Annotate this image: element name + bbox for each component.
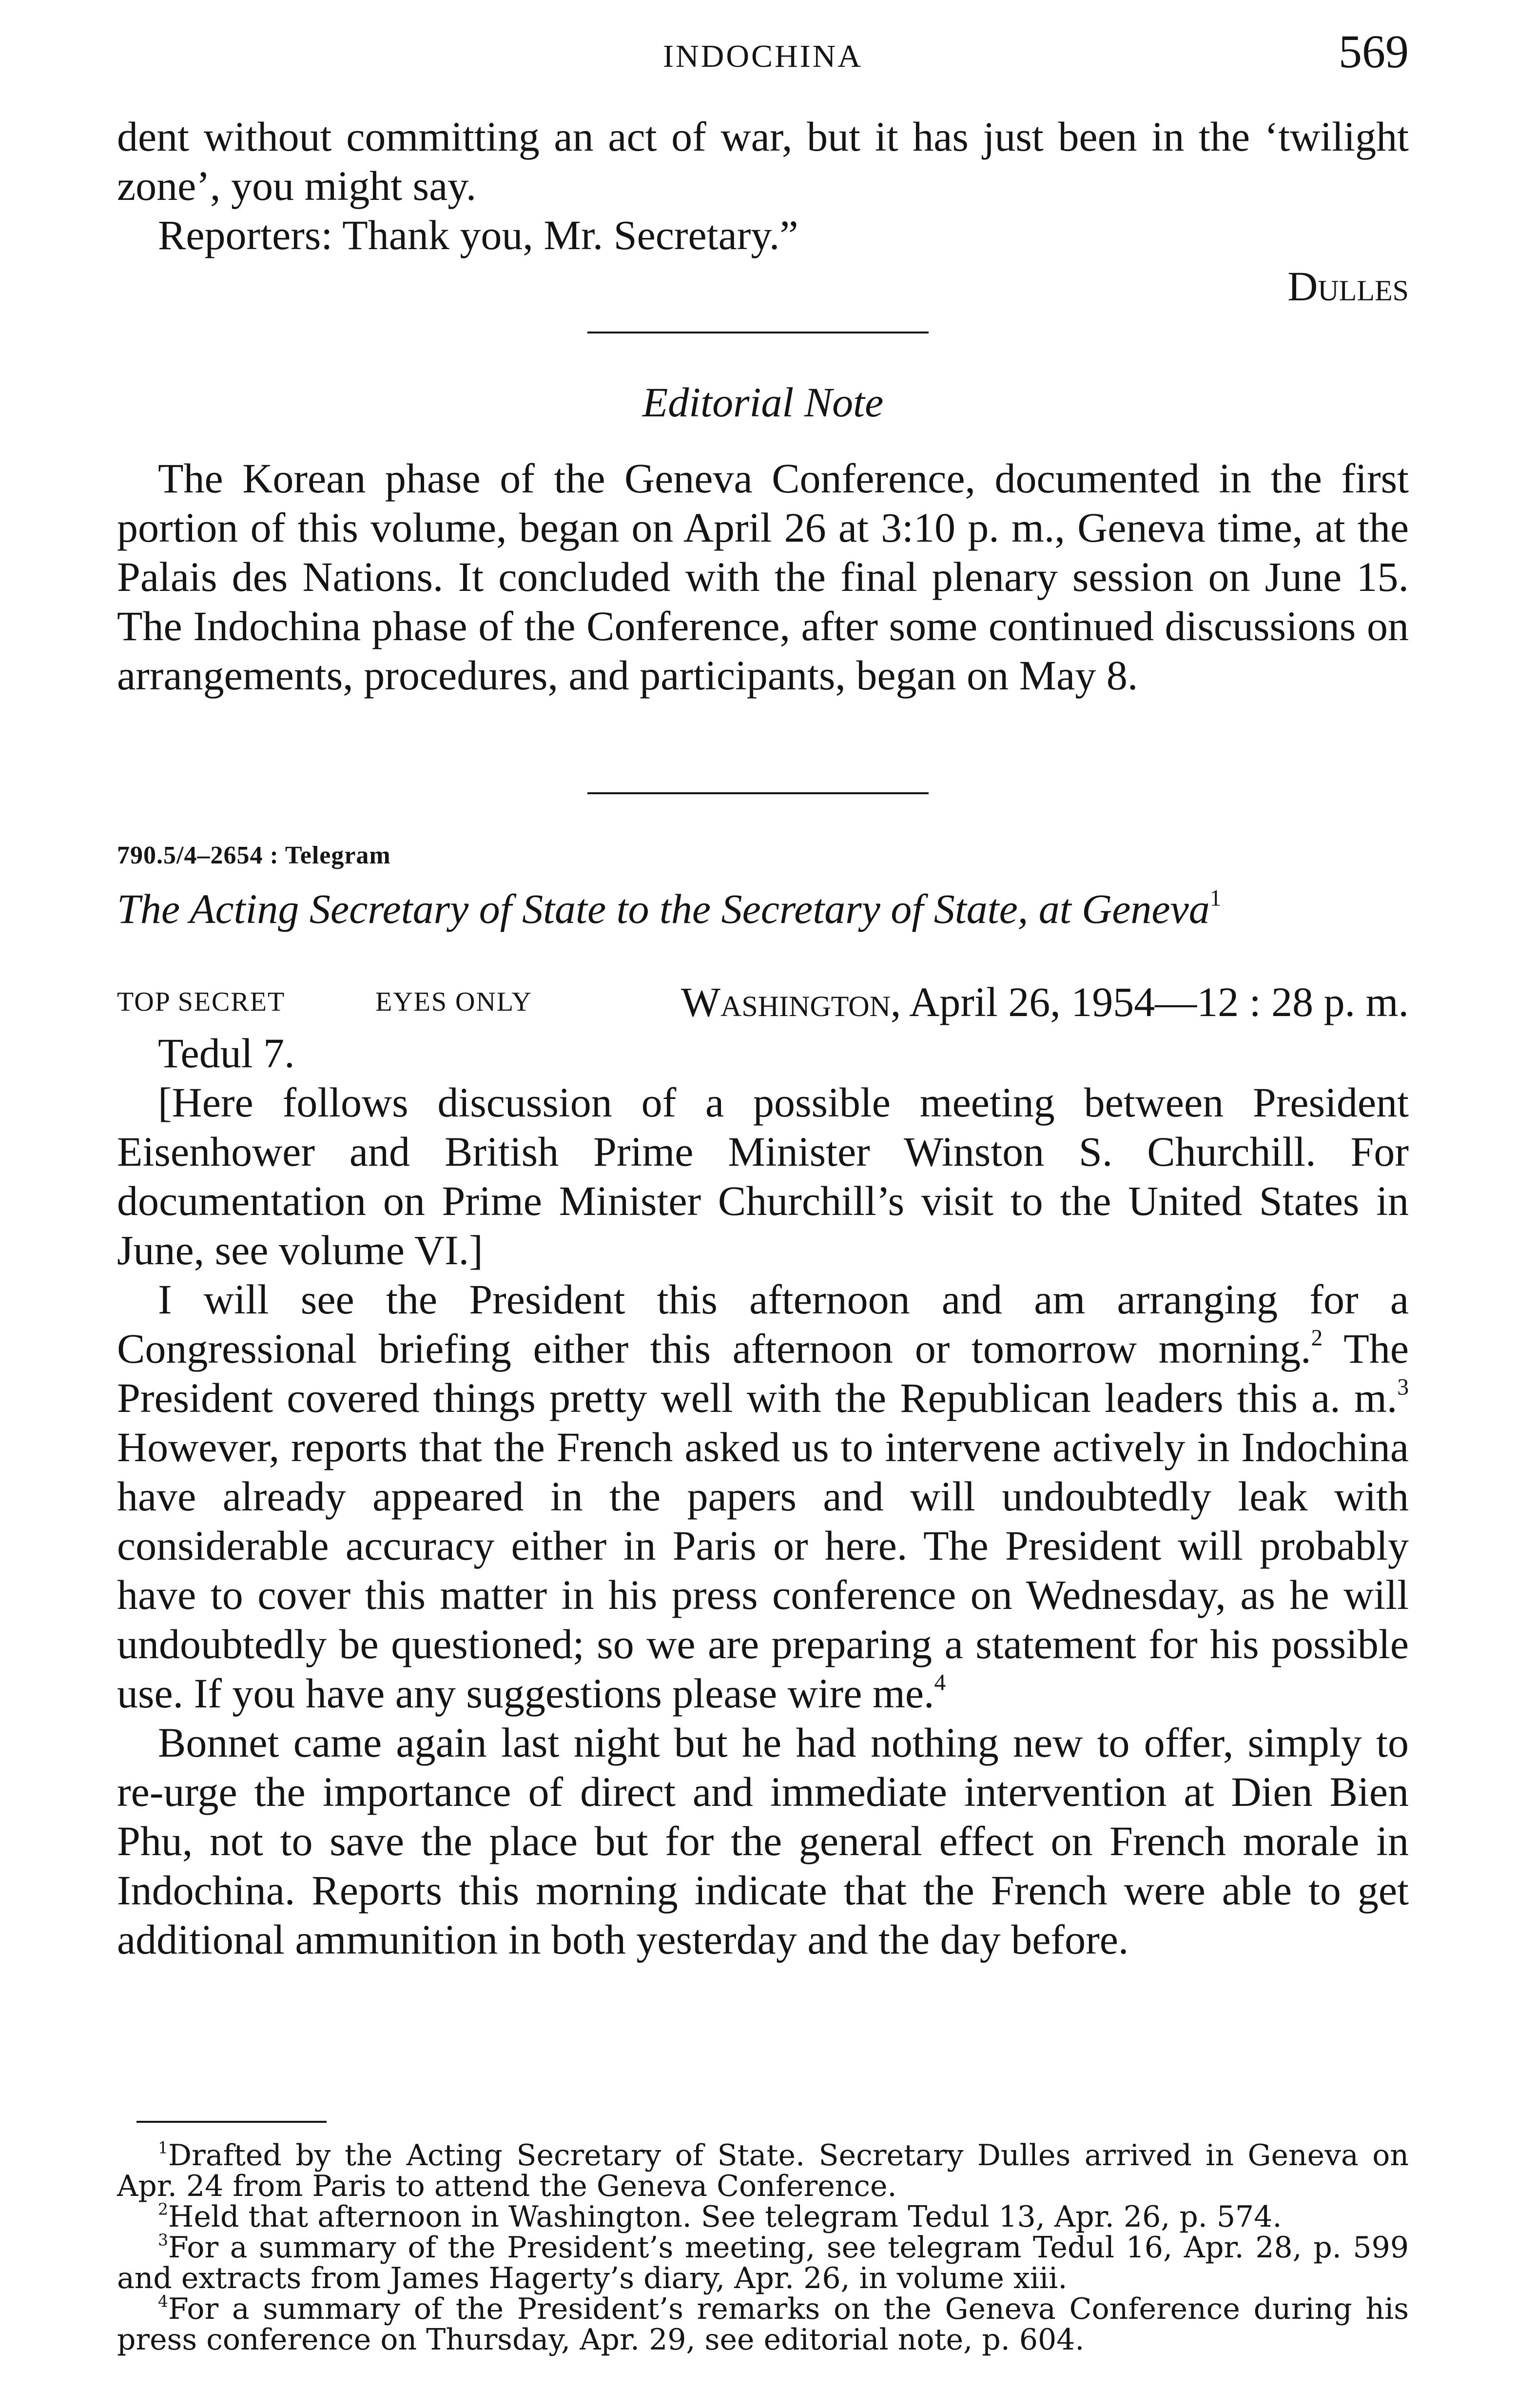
continuation-text	[117, 112, 1409, 311]
document-page	[117, 0, 1409, 2408]
handling-caveat: EYES ONLY	[375, 987, 532, 1017]
page-header	[117, 24, 1409, 88]
footnote-text: Held that afternoon in Washington. See telegram Tedul 13, Apr. 26, p. 574.	[168, 2200, 1282, 2234]
date: , April 26, 1954—12 : 28 p. m.	[890, 979, 1409, 1025]
footnote-text: Drafted by the Acting Secretary of State. Secretary Dulles arrived in Geneva on Apr. 24 from Paris to attend the Geneva Conference.	[117, 2138, 1409, 2203]
document-title	[117, 884, 1409, 933]
editorial-note	[117, 378, 1409, 700]
footnote-text: For a summary of the President’s meeting, see telegram Tedul 16, Apr. 28, p. 599 and extracts from James Hagerty’s diary, Apr. 26, in volume xiii.	[117, 2231, 1409, 2295]
paragraph-3: Bonnet came again last night but he had nothing new to offer, simply to re-urge the importance of direct and immediate intervention at Dien Bien Phu, not to save the place but for the general effect on French morale in Indochina. Reports this morning indicate that the French were able to get additional ammunition in both yesterday and the day before.	[117, 1719, 1409, 1963]
footnote-ref-2: 2	[1311, 1325, 1323, 1351]
footnote-ref-4: 4	[934, 1670, 946, 1696]
continuation-paragraph: dent without committing an act of war, but it has just been in the ‘twilight zone’, you might say.	[117, 113, 1409, 209]
place: Washington	[681, 979, 891, 1025]
section-divider	[587, 792, 929, 794]
document-file-id: 790.5/4–2654 : Telegram	[117, 842, 391, 869]
document-title-text: The Acting Secretary of State to the Secretary of State, at Geneva	[117, 885, 1210, 932]
footnotes	[117, 2140, 1409, 2355]
footnote-ref-3: 3	[1397, 1374, 1409, 1400]
place-and-date	[681, 978, 1409, 1026]
paragraph-2-part-b: The President covered things pretty well with the Republican leaders this a. m.	[117, 1325, 1409, 1421]
telegram-number: Tedul 7.	[158, 1030, 295, 1077]
paragraph-2	[117, 1275, 1409, 1718]
footnote-number: 3	[158, 2230, 168, 2250]
paragraph-1: [Here follows discussion of a possible meeting between President Eisenhower and British Prime Minister Winston S. Churchill. For documentation on Prime Minister Churchill’s visit to the United States in June, see volume VI.]	[117, 1079, 1409, 1273]
footnote-number: 4	[158, 2291, 168, 2311]
document-heading	[117, 841, 1409, 933]
dateline	[117, 978, 1409, 1026]
editorial-note-title: Editorial Note	[642, 379, 884, 426]
running-head: INDOCHINA	[663, 39, 863, 74]
footnote-rule	[136, 2121, 327, 2123]
footnote-text: For a summary of the President’s remarks on the Geneva Conference during his press conference on Thursday, Apr. 29, see editorial note, p. 604.	[117, 2292, 1409, 2357]
paragraph-2-part-a: I will see the President this afternoon and am arranging for a Congressional briefing either this afternoon or tomorrow morning.	[117, 1276, 1409, 1372]
footnote-number: 2	[158, 2199, 168, 2219]
footnote-ref-1: 1	[1209, 885, 1222, 911]
telegram-body	[117, 1029, 1409, 1964]
signature: Dulles	[1287, 263, 1409, 310]
footnote-3	[117, 2232, 1409, 2294]
page-number: 569	[1339, 25, 1409, 78]
footnote-1	[117, 2140, 1409, 2202]
editorial-note-text: The Korean phase of the Geneva Conference, documented in the first portion of this volume, began on April 26 at 3:10 p. m., Geneva time, at the Palais des Nations. It concluded with the final plenary session on June 15. The Indochina phase of the Conference, after some continued discussions on arrangements, procedures, and participants, began on May 8.	[117, 455, 1409, 699]
footnote-4	[117, 2291, 1409, 2357]
reporters-line: Reporters: Thank you, Mr. Secretary.”	[158, 212, 798, 258]
classification: TOP SECRET	[117, 987, 286, 1017]
paragraph-2-part-c: However, reports that the French asked us to intervene actively in Indochina have already appeared in the papers and will undoubtedly leak with considerable accuracy either in Paris or here. The President will probably have to cover this matter in his press conference on Wednesday, as he will undoubtedly be questioned; so we are preparing a statement for his possible use. If you have any suggestions please wire me.	[117, 1424, 1409, 1717]
footnote-2	[117, 2199, 1409, 2234]
section-divider	[587, 332, 929, 333]
footnote-number: 1	[158, 2138, 168, 2157]
